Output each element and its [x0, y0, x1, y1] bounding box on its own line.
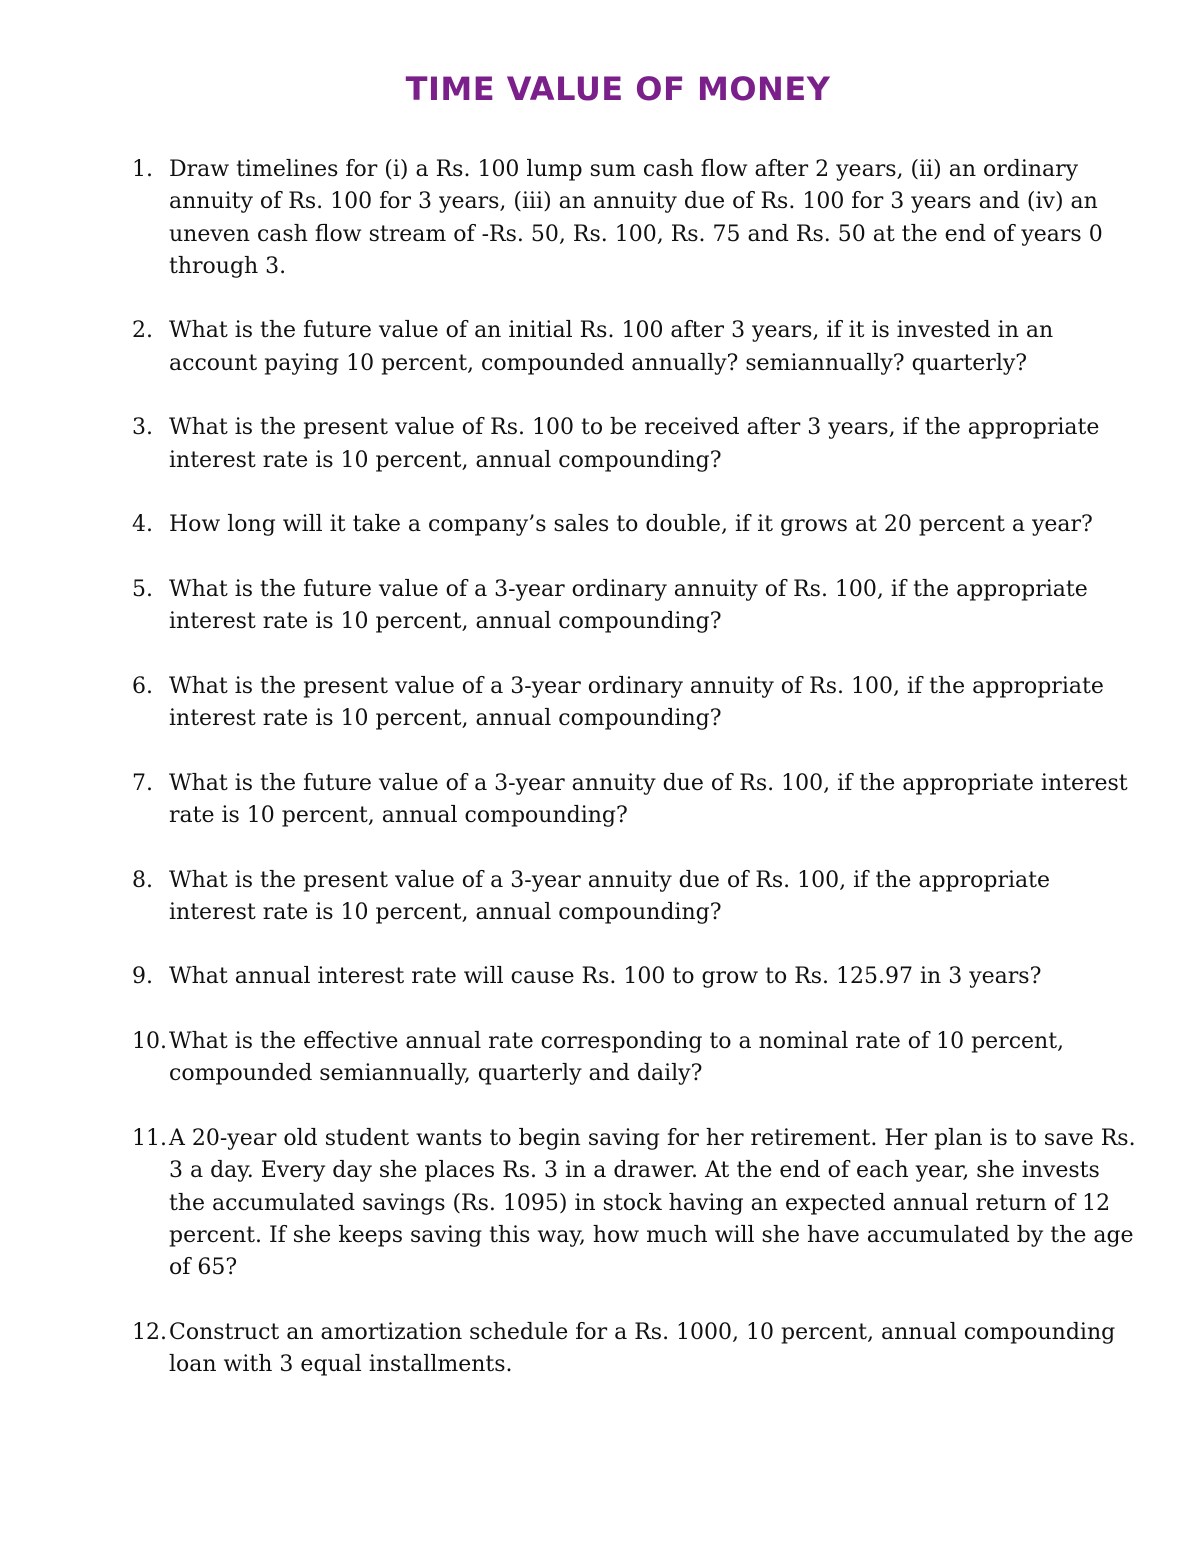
question-number: 7.: [132, 770, 153, 796]
question-number: 4.: [132, 512, 153, 538]
question-item: [132, 768, 1142, 833]
question-item: [132, 412, 1142, 477]
question-number: 3.: [132, 415, 153, 441]
question-text: What is the effective annual rate corresponding to a nominal rate of 10 percent, compounded semiannually, quarterly and daily?: [169, 1029, 1065, 1087]
question-number: 9.: [132, 964, 153, 990]
question-item: [132, 865, 1142, 930]
question-item: [132, 1026, 1142, 1091]
question-text: What annual interest rate will cause Rs. 100 to grow to Rs. 125.97 in 3 years?: [169, 964, 1042, 990]
question-item: [132, 1123, 1142, 1284]
question-item: [132, 574, 1142, 639]
question-text: What is the present value of a 3-year annuity due of Rs. 100, if the appropriate interest rate is 10 percent, annual compounding?: [169, 867, 1050, 925]
question-item: [132, 671, 1142, 736]
question-text: Construct an amortization schedule for a Rs. 1000, 10 percent, annual compounding loan with 3 equal installments.: [169, 1319, 1116, 1377]
question-item: [132, 961, 1142, 993]
question-text: What is the future value of an initial Rs. 100 after 3 years, if it is invested in an account paying 10 percent, compounded annually? semiannually? quarterly?: [169, 318, 1054, 376]
question-number: 12.: [132, 1319, 167, 1345]
question-number: 6.: [132, 673, 153, 699]
page-title: TIME VALUE OF MONEY: [405, 70, 831, 108]
question-item: [132, 154, 1142, 283]
question-item: [132, 315, 1142, 380]
question-text: What is the present value of a 3-year ordinary annuity of Rs. 100, if the appropriate interest rate is 10 percent, annual compounding?: [169, 673, 1104, 732]
question-text: Draw timelines for (i) a Rs. 100 lump sum cash flow after 2 years, (ii) an ordinary annuity of Rs. 100 for 3 years, (iii) an annuity due of Rs. 100 for 3 years and (iv) an uneven cash flow stream of -Rs. 50, Rs. 100, Rs. 75 and Rs. 50 at the end of years 0 through 3.: [169, 157, 1103, 279]
question-text: How long will it take a company’s sales to double, if it grows at 20 percent a year?: [169, 512, 1093, 538]
question-list: [132, 154, 1142, 1414]
question-number: 11.: [132, 1125, 167, 1151]
question-number: 2.: [132, 318, 153, 344]
question-number: 1.: [132, 157, 153, 182]
question-item: [132, 1317, 1142, 1382]
question-text: What is the present value of Rs. 100 to be received after 3 years, if the appropriate interest rate is 10 percent, annual compounding?: [169, 415, 1100, 473]
question-number: 10.: [132, 1029, 167, 1055]
question-text: What is the future value of a 3-year ordinary annuity of Rs. 100, if the appropriate interest rate is 10 percent, annual compounding?: [169, 576, 1088, 635]
question-text: A 20-year old student wants to begin saving for her retirement. Her plan is to save Rs. 3 a day. Every day she places Rs. 3 in a drawer. At the end of each year, she invests the accumulated savings (Rs. 1095) in stock having an expected annual return of 12 percent. If she keeps saving this way, how much will she have accumulated by the age of 65?: [169, 1125, 1136, 1281]
question-text: What is the future value of a 3-year annuity due of Rs. 100, if the appropriate interest rate is 10 percent, annual compounding?: [169, 770, 1128, 828]
question-item: [132, 509, 1142, 541]
question-number: 5.: [132, 576, 153, 602]
question-number: 8.: [132, 867, 153, 893]
